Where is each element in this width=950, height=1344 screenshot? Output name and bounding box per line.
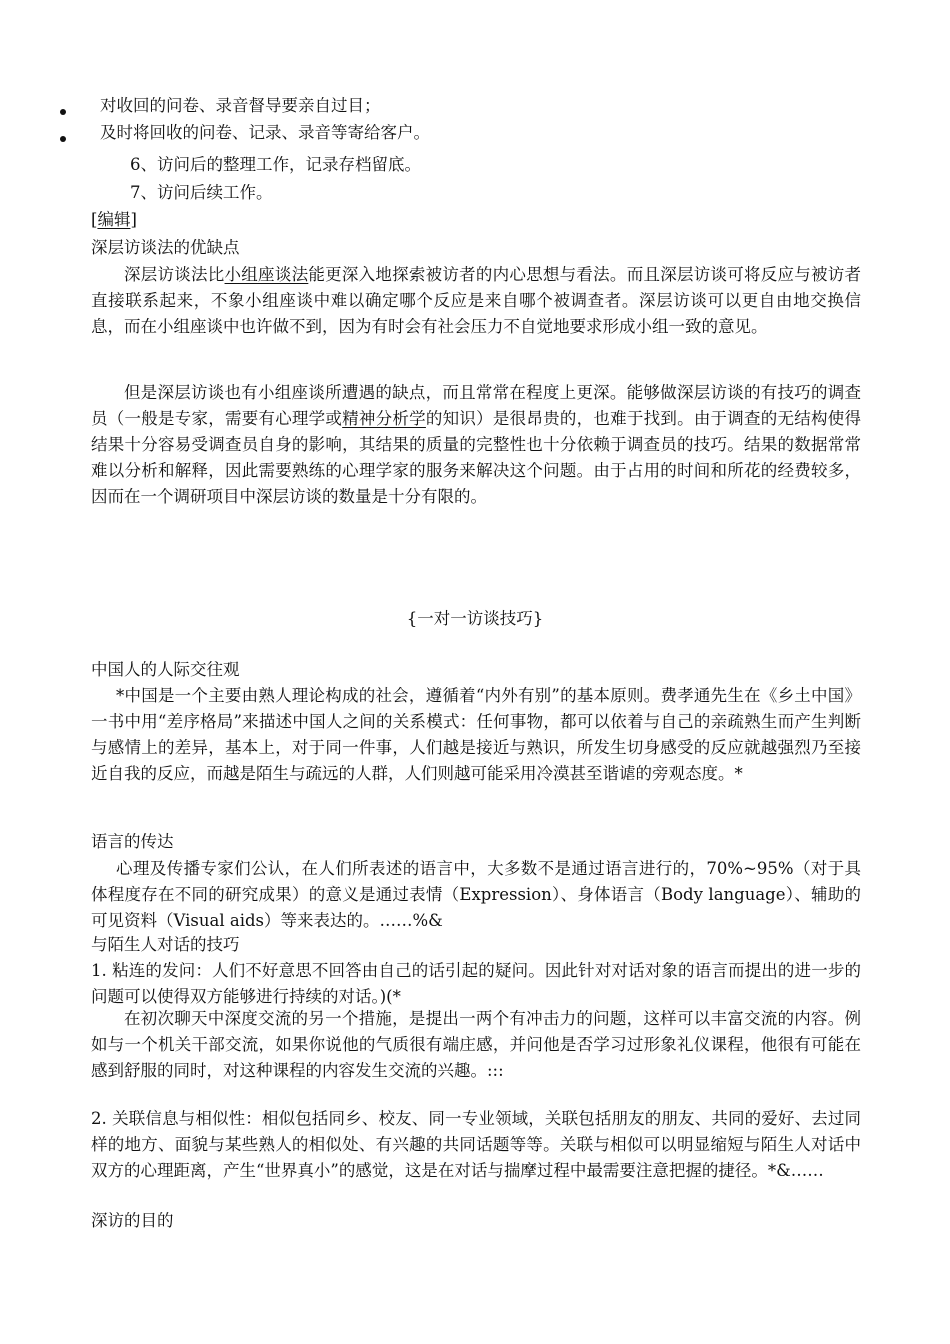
section-title-interpersonal: 中国人的人际交往观	[91, 660, 240, 679]
paragraph-disadvantages	[91, 380, 861, 510]
psychoanalysis-link[interactable]: 精神分析学	[342, 409, 426, 428]
edit-bracket-close: ]	[130, 210, 137, 229]
bullet-dot-icon	[60, 136, 66, 142]
focus-group-link[interactable]: 小组座谈法	[224, 265, 309, 284]
bullet-dot-icon	[60, 109, 66, 115]
paragraph-advantages	[91, 262, 861, 340]
step-6: 6、访问后的整理工作，记录存档留底。	[130, 155, 421, 174]
text-run: 但是深层访谈也有小组座谈所遭遇的缺点，而且常常在程度上更深。能够做深层访谈的有技巧的调查员（一般是专家，需要有心理学或	[91, 383, 861, 428]
bullet-item	[60, 120, 430, 146]
text-run: 的知识）是很昂贵的，也难于找到。由于调查的无结构使得结果十分容易受调查员自身的影响，其结果的质量的完整性也十分依赖于调查员的技巧。结果的数据常常难以分析和解释，因此需要熟练的心理学家的服务来解决这个问题。由于占用的时间和所花的经费较多，因而在一个调研项目中深层访谈的数量是十分有限的。	[91, 409, 862, 506]
paragraph-tip-2: 2. 关联信息与相似性：相似包括同乡、校友、同一专业领域，关联包括朋友的朋友、共同的爱好、去过同样的地方、面貌与某些熟人的相似处、有兴趣的共同话题等等。关联与相似可以明显缩短与陌生人对话中双方的心理距离，产生“世界真小”的感觉，这是在对话与揣摩过程中最需要注意把握的捷径。*&……	[91, 1109, 861, 1180]
section-title-pros-cons: 深层访谈法的优缺点	[91, 238, 240, 257]
paragraph-tip-1-detail: 在初次聊天中深度交流的另一个措施，是提出一两个有冲击力的问题，这样可以丰富交流的内容。例如与一个机关干部交流，如果你说他的气质很有端庄感，并问他是否学习过形象礼仪课程，他很有可能在感到舒服的同时，对这种课程的内容发生交流的兴趣。:::	[91, 1009, 861, 1080]
bullet-item	[60, 93, 381, 119]
step-7: 7、访问后续工作。	[130, 183, 273, 202]
text-run: 深层访谈法比	[124, 265, 225, 284]
paragraph-interpersonal: *中国是一个主要由熟人理论构成的社会，遵循着“内外有别”的基本原则。费孝通先生在《乡土中国》一书中用“差序格局”来描述中国人之间的关系模式：任何事物，都可以依着与自己的亲疏熟生而产生判断与感情上的差异，基本上，对于同一件事，人们越是接近与熟识，所发生切身感受的反应就越强烈乃至接近自我的反应，而越是陌生与疏远的人群，人们则越可能采用冷漠甚至谐谑的旁观态度。*	[91, 686, 861, 783]
bullet-text: 对收回的问卷、录音督导要亲自过目；	[100, 96, 381, 115]
bullet-text: 及时将回收的问卷、记录、录音等寄给客户。	[100, 123, 430, 142]
section-title-strangers: 与陌生人对话的技巧	[91, 935, 240, 954]
paragraph-language: 心理及传播专家们公认，在人们所表述的语言中，大多数不是通过语言进行的，70%~95%（对于具体程度存在不同的研究成果）的意义是通过表情（Expression）、身体语言（Body language）、辅助的可见资料（Visual aids）等来表达的。……%&	[91, 859, 861, 930]
paragraph-tip-1: 1. 粘连的发问：人们不好意思不回答由自己的话引起的疑问。因此针对对话对象的语言而提出的进一步的问题可以使得双方能够进行持续的对话。)(*	[91, 961, 861, 1006]
section-title-language: 语言的传达	[91, 832, 174, 851]
edit-section	[91, 207, 861, 233]
center-title: {一对一访谈技巧}	[406, 609, 544, 628]
edit-link[interactable]: 编辑	[97, 210, 131, 229]
edit-bracket-open: [	[91, 210, 98, 229]
text-run: 能更深入地探索被访者的内心思想与看法。而且深层访谈可将反应与被访者直接联系起来，不象小组座谈中难以确定哪个反应是来自哪个被调查者。深层访谈可以更自由地交换信息，而在小组座谈中也许做不到，因为有时会有社会压力不自觉地要求形成小组一致的意见。	[91, 265, 862, 336]
section-title-purpose: 深访的目的	[91, 1211, 174, 1230]
